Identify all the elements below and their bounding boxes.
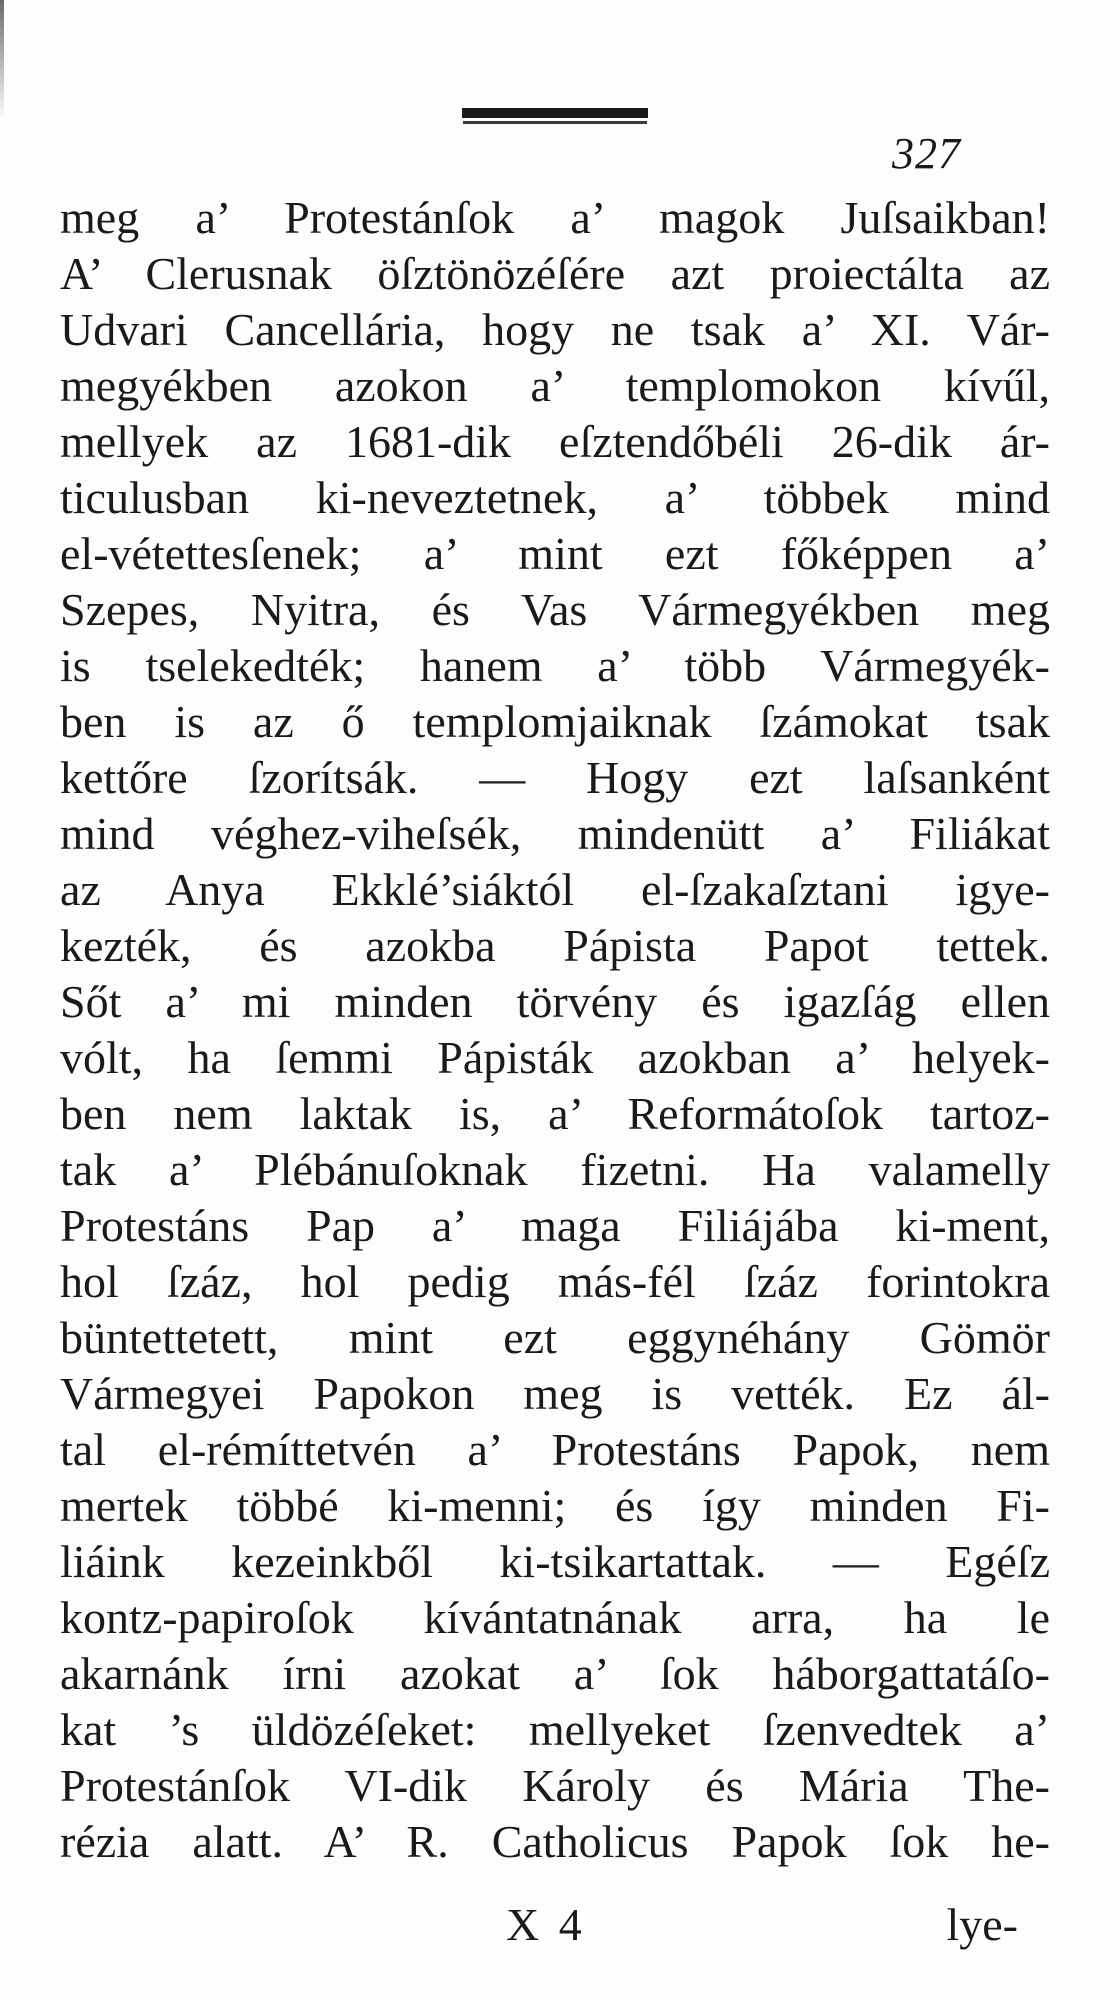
text-line: akarnánk írni azokat a’ ſok háborgattatáſo- [60, 1648, 1050, 1699]
text-line: ben nem laktak is, a’ Reformátoſok tartoz- [60, 1088, 1050, 1139]
text-line: Protestáns Pap a’ maga Filiájába ki-ment, [60, 1200, 1050, 1251]
text-line: rézia alatt. A’ R. Catholicus Papok ſok he- [60, 1816, 1050, 1867]
text-line: ben is az ő templomjaiknak ſzámokat tsak [60, 696, 1050, 747]
text-line: tal el-rémíttetvén a’ Protestáns Papok, nem [60, 1424, 1050, 1475]
text-line: büntettetett, mint ezt eggynéhány Gömör [60, 1312, 1050, 1363]
text-line: az Anya Ekklé’siáktól el-ſzakaſztani igye- [60, 864, 1050, 915]
body-text [60, 190, 1050, 1870]
text-line: ticulusban ki-neveztetnek, a’ többek mind [60, 472, 1050, 523]
text-line: mind véghez-viheſsék, mindenütt a’ Filiákat [60, 808, 1050, 859]
text-line: Szepes, Nyitra, és Vas Vármegyékben meg [60, 584, 1050, 635]
text-line: kezték, és azokba Pápista Papot tettek. [60, 920, 1050, 971]
text-line: liáink kezeinkből ki-tsikartattak. — Egéſz [60, 1536, 1050, 1587]
page-footer [60, 1898, 1050, 1958]
header-rule [462, 108, 648, 121]
catchword: lye- [946, 1899, 1018, 1950]
text-line: Protestánſok VI-dik Károly és Mária The- [60, 1760, 1050, 1811]
text-line: megyékben azokon a’ templomokon kívűl, [60, 360, 1050, 411]
text-line: kontz-papiroſok kívántatnának arra, ha le [60, 1592, 1050, 1643]
text-line: hol ſzáz, hol pedig más-fél ſzáz forintokra [60, 1256, 1050, 1307]
text-line: mellyek az 1681-dik eſztendőbéli 26-dik ár- [60, 416, 1050, 467]
text-line: meg a’ Protestánſok a’ magok Juſsaikban! [60, 192, 1050, 243]
text-line: vólt, ha ſemmi Pápisták azokban a’ helyek- [60, 1032, 1050, 1083]
text-line: Sőt a’ mi minden törvény és igazſág ellen [60, 976, 1050, 1027]
text-line: mertek többé ki-menni; és így minden Fi- [60, 1480, 1050, 1531]
page-number: 327 [892, 129, 961, 178]
binding-shadow [0, 0, 4, 120]
signature-mark: X 4 [506, 1899, 586, 1950]
text-line: kettőre ſzorítsák. — Hogy ezt laſsanként [60, 752, 1050, 803]
text-line: is tselekedték; hanem a’ több Vármegyék- [60, 640, 1050, 691]
text-line: tak a’ Plébánuſoknak fizetni. Ha valamelly [60, 1144, 1050, 1195]
text-line: kat ’s üldözéſeket: mellyeket ſzenvedtek a’ [60, 1704, 1050, 1755]
text-line: el-vétettesſenek; a’ mint ezt főképpen a’ [60, 528, 1050, 579]
text-line: Vármegyei Papokon meg is vették. Ez ál- [60, 1368, 1050, 1419]
text-line: A’ Clerusnak öſztönözéſére azt proiectálta az [60, 248, 1050, 299]
text-line: Udvari Cancellária, hogy ne tsak a’ XI. Vár- [60, 304, 1050, 355]
